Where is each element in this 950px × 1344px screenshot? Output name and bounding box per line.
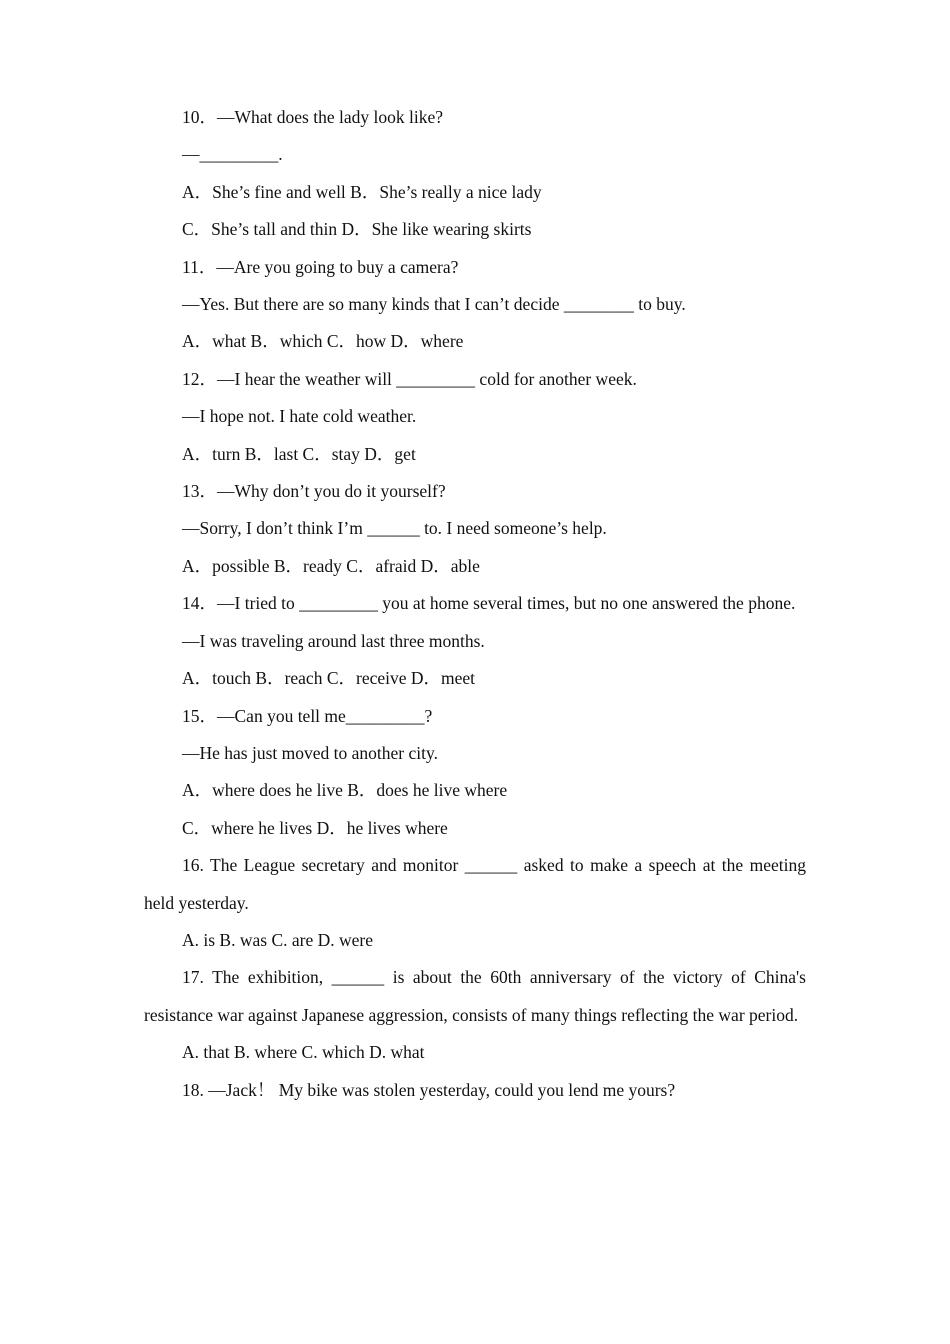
question-12-stem: 12．—I hear the weather will _________ cold for another week.	[182, 368, 637, 389]
question-12-options: A．turn B．last C．stay D．get	[182, 443, 416, 464]
question-10-answer-blank: —_________.	[182, 144, 283, 165]
question-15-options-ab: A．where does he live B．does he live where	[182, 780, 508, 801]
question-11-stem: 11．—Are you going to buy a camera?	[182, 256, 459, 277]
question-14-options: A．touch B．reach C．receive D．meet	[182, 668, 476, 689]
question-text-block	[144, 99, 811, 1109]
question-10-options-cd: C．She’s tall and thin D．She like wearing skirts	[182, 219, 532, 240]
question-17-stem: 17. The exhibition, ______ is about the 60th anniversary of the victory of China's resistance war against Japanese aggression, consists of many things reflecting the war period.	[144, 967, 811, 1025]
question-13-stem: 13．—Why don’t you do it yourself?	[182, 481, 446, 502]
question-16-stem: 16. The League secretary and monitor ______ asked to make a speech at the meeting held yesterday.	[144, 855, 811, 913]
question-11-options: A．what B．which C．how D．where	[182, 331, 464, 352]
question-13-response: —Sorry, I don’t think I’m ______ to. I need someone’s help.	[182, 518, 607, 539]
question-10-options-ab: A．She’s fine and well B．She’s really a nice lady	[182, 181, 542, 202]
question-12-response: —I hope not. I hate cold weather.	[182, 406, 417, 427]
question-15-response: —He has just moved to another city.	[182, 742, 438, 763]
question-15-stem: 15．—Can you tell me_________?	[182, 705, 433, 726]
question-11-response: —Yes. But there are so many kinds that I can’t decide ________ to buy.	[182, 294, 686, 315]
question-16-options: A. is B. was C. are D. were	[182, 929, 373, 950]
question-13-options: A．possible B．ready C．afraid D．able	[182, 555, 480, 576]
question-14-stem: 14．—I tried to _________ you at home several times, but no one answered the phone.	[182, 593, 796, 614]
question-10-stem: 10．—What does the lady look like?	[182, 107, 443, 127]
question-18-stem: 18. —Jack！ My bike was stolen yesterday, could you lend me yours?	[182, 1079, 676, 1100]
question-15-options-cd: C．where he lives D．he lives where	[182, 817, 448, 838]
question-17-options: A. that B. where C. which D. what	[182, 1042, 425, 1063]
question-14-response: —I was traveling around last three months.	[182, 630, 485, 651]
